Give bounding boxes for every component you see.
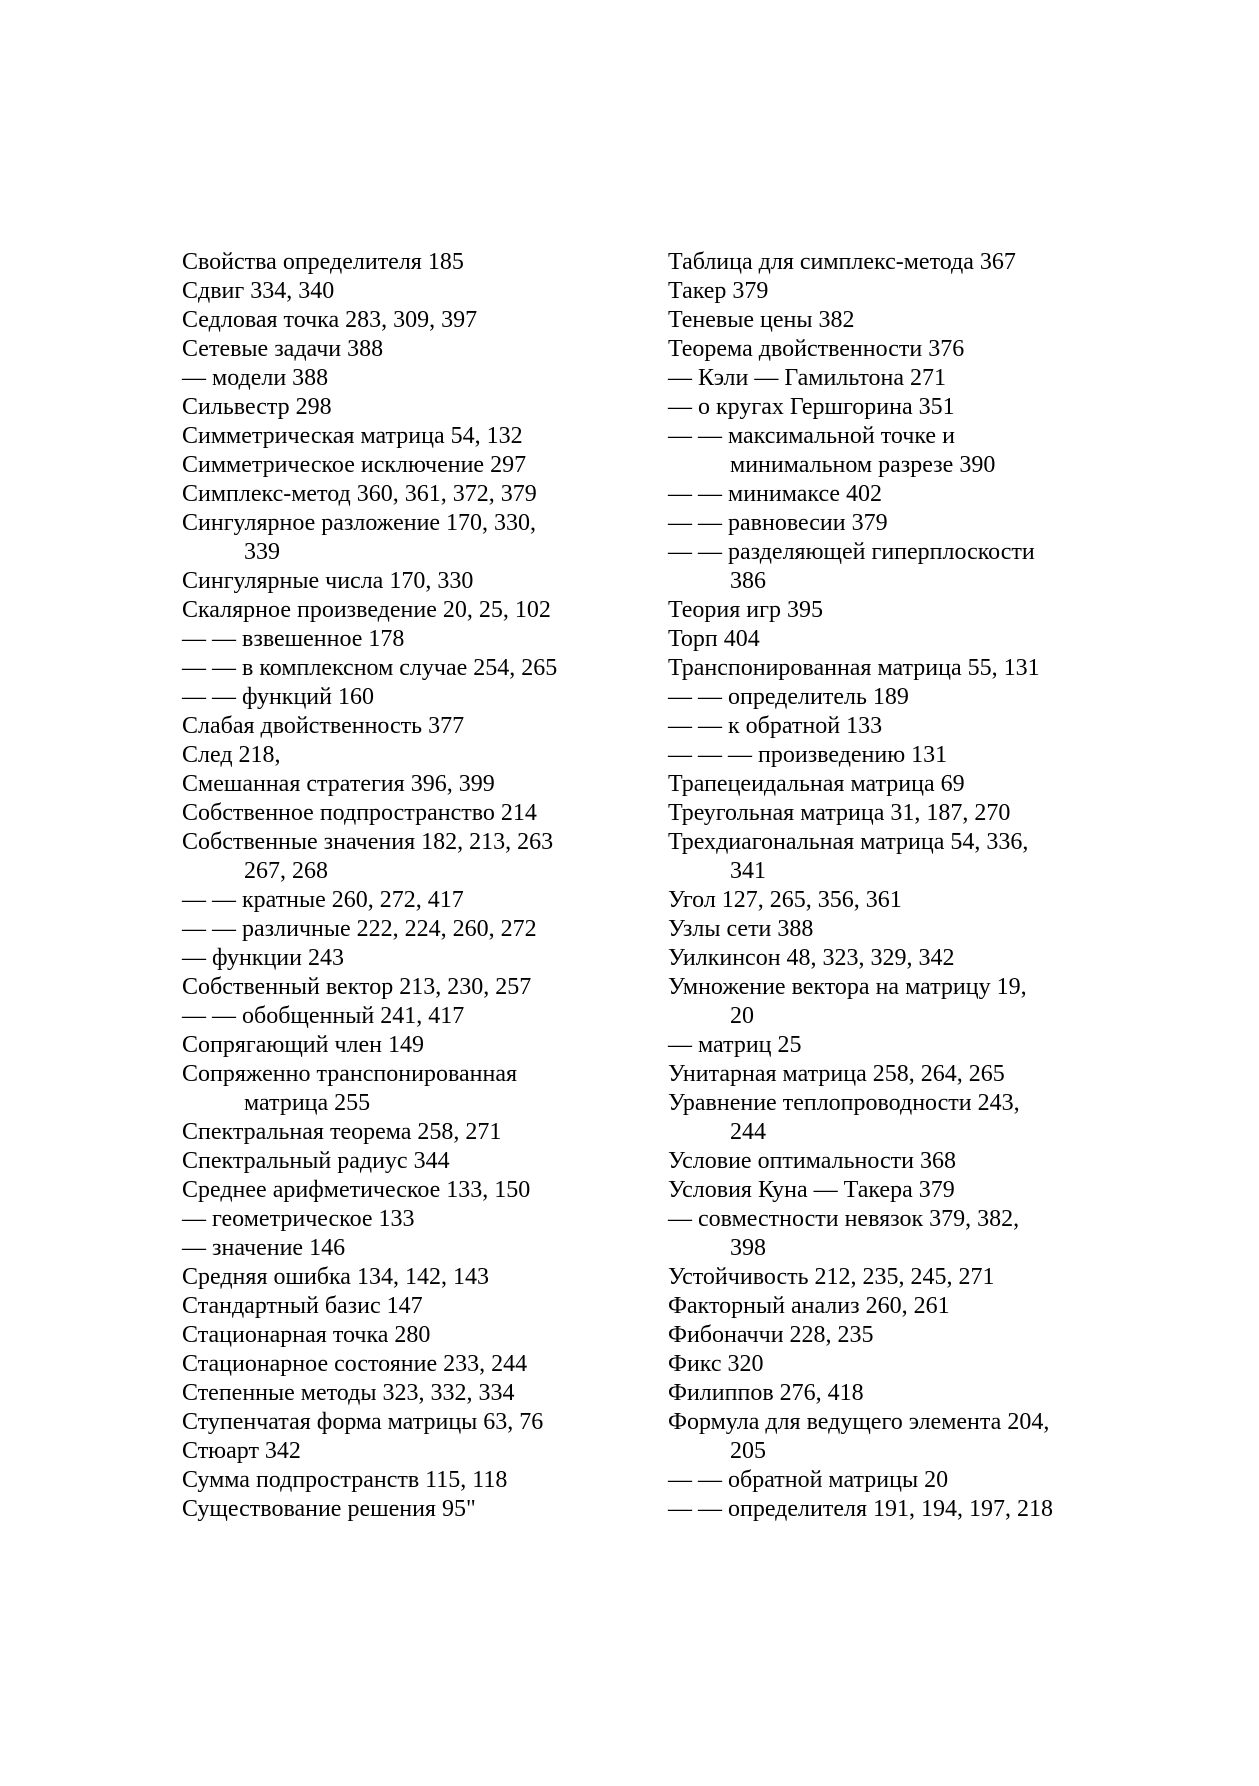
index-entry-text: Седловая точка 283, 309, 397 bbox=[182, 307, 478, 333]
index-entry-continuation: 386 bbox=[730, 568, 766, 594]
index-entry bbox=[182, 944, 622, 973]
index-entry-text: Симметрическая матрица 54, 132 bbox=[182, 423, 523, 449]
index-entry bbox=[668, 248, 1138, 277]
index-entry-text: Смешанная стратегия 396, 399 bbox=[182, 771, 495, 797]
index-entry bbox=[668, 480, 1138, 509]
index-entry-text: Уравнение теплопроводности 243, bbox=[668, 1090, 1020, 1116]
index-entry bbox=[668, 799, 1138, 828]
index-entry bbox=[668, 422, 1138, 480]
index-entry bbox=[182, 364, 622, 393]
index-entry-text: Сильвестр 298 bbox=[182, 394, 332, 420]
index-entry-text: Филиппов 276, 418 bbox=[668, 1380, 864, 1406]
index-entry-text: — — разделяющей гиперплоскости bbox=[668, 539, 1035, 565]
index-entry bbox=[182, 973, 622, 1002]
index-entry-text: — — минимаксе 402 bbox=[668, 481, 883, 507]
index-entry-text: Стюарт 342 bbox=[182, 1438, 301, 1464]
index-entry-text: Узлы сети 388 bbox=[668, 916, 814, 942]
index-entry-text: — — к обратной 133 bbox=[668, 713, 883, 739]
index-entry-text: Среднее арифметическое 133, 150 bbox=[182, 1177, 531, 1203]
index-entry-continuation: минимальном разрезе 390 bbox=[730, 452, 996, 478]
index-entry-continuation: 267, 268 bbox=[244, 858, 328, 884]
index-entry-text: Симплекс-метод 360, 361, 372, 379 bbox=[182, 481, 537, 507]
index-entry-text: Собственные значения 182, 213, 263 bbox=[182, 829, 554, 855]
index-entry-continuation: 398 bbox=[730, 1235, 766, 1261]
index-entry bbox=[182, 654, 622, 683]
index-entry bbox=[182, 625, 622, 654]
index-entry bbox=[182, 1031, 622, 1060]
index-entry bbox=[182, 1263, 622, 1292]
index-entry-text: Фибоначчи 228, 235 bbox=[668, 1322, 874, 1348]
index-entry-text: Транспонированная матрица 55, 131 bbox=[668, 655, 1040, 681]
index-entry bbox=[182, 799, 622, 828]
index-entry-text: Формула для ведущего элемента 204, bbox=[668, 1409, 1050, 1435]
index-entry-continuation: 339 bbox=[244, 539, 280, 565]
index-entry bbox=[182, 712, 622, 741]
index-entry bbox=[668, 509, 1138, 538]
index-entry-continuation: 341 bbox=[730, 858, 766, 884]
index-entry-text: — — определителя 191, 194, 197, 218 bbox=[668, 1496, 1054, 1522]
index-entry bbox=[668, 915, 1138, 944]
index-entry bbox=[668, 712, 1138, 741]
index-entry bbox=[182, 886, 622, 915]
index-entry bbox=[668, 1321, 1138, 1350]
index-entry bbox=[668, 393, 1138, 422]
index-entry-text: Фикс 320 bbox=[668, 1351, 764, 1377]
index-entry bbox=[668, 1263, 1138, 1292]
index-entry bbox=[668, 277, 1138, 306]
index-entry-text: Унитарная матрица 258, 264, 265 bbox=[668, 1061, 1005, 1087]
index-entry-text: Сопряженно транспонированная bbox=[182, 1061, 518, 1087]
index-entry-text: — матриц 25 bbox=[668, 1032, 802, 1058]
index-entry bbox=[668, 364, 1138, 393]
index-entry bbox=[668, 828, 1138, 886]
index-entry-text: Умножение вектора на матрицу 19, bbox=[668, 974, 1027, 1000]
index-entry-continuation: 205 bbox=[730, 1438, 766, 1464]
index-entry bbox=[668, 1379, 1138, 1408]
index-entry bbox=[668, 1176, 1138, 1205]
index-entry-text: Треугольная матрица 31, 187, 270 bbox=[668, 800, 1011, 826]
index-entry-text: Скалярное произведение 20, 25, 102 bbox=[182, 597, 551, 623]
index-entry-text: Стационарное состояние 233, 244 bbox=[182, 1351, 528, 1377]
index-entry-text: — — взвешенное 178 bbox=[182, 626, 405, 652]
index-entry-text: — о кругах Гершгорина 351 bbox=[668, 394, 955, 420]
index-entry-text: — — — произведению 131 bbox=[668, 742, 948, 768]
index-entry bbox=[668, 1031, 1138, 1060]
index-entry bbox=[182, 828, 622, 886]
index-entry bbox=[668, 654, 1138, 683]
index-entry bbox=[668, 770, 1138, 799]
index-entry bbox=[668, 1060, 1138, 1089]
index-entry bbox=[182, 335, 622, 364]
index-entry-text: Сетевые задачи 388 bbox=[182, 336, 384, 362]
index-entry-text: Стандартный базис 147 bbox=[182, 1293, 423, 1319]
index-entry bbox=[182, 1466, 622, 1495]
index-entry bbox=[182, 1408, 622, 1437]
index-entry-text: Слабая двойственность 377 bbox=[182, 713, 465, 739]
index-entry bbox=[668, 1350, 1138, 1379]
index-entry bbox=[182, 1176, 622, 1205]
index-entry bbox=[668, 973, 1138, 1031]
index-entry bbox=[668, 944, 1138, 973]
index-entry-text: Устойчивость 212, 235, 245, 271 bbox=[668, 1264, 995, 1290]
index-entry-text: Ступенчатая форма матрицы 63, 76 bbox=[182, 1409, 544, 1435]
index-entry-continuation: 20 bbox=[730, 1003, 754, 1029]
index-entry-text: Собственное подпространство 214 bbox=[182, 800, 537, 826]
index-entry-text: — — кратные 260, 272, 417 bbox=[182, 887, 464, 913]
index-entry-text: — Кэли — Гамильтона 271 bbox=[668, 365, 947, 391]
index-entry-text: Факторный анализ 260, 261 bbox=[668, 1293, 950, 1319]
index-entry-text: Теорема двойственности 376 bbox=[668, 336, 965, 362]
index-entry-text: Сингулярное разложение 170, 330, bbox=[182, 510, 537, 536]
index-entry bbox=[182, 596, 622, 625]
index-entry-text: Таблица для симплекс-метода 367 bbox=[668, 249, 1016, 275]
index-entry bbox=[668, 1495, 1138, 1524]
index-entry-text: Степенные методы 323, 332, 334 bbox=[182, 1380, 515, 1406]
index-entry bbox=[668, 1408, 1138, 1466]
index-entry-text: — — обобщенный 241, 417 bbox=[182, 1003, 465, 1029]
index-entry-text: — — в комплексном случае 254, 265 bbox=[182, 655, 558, 681]
index-column-left bbox=[182, 248, 622, 1524]
index-entry bbox=[668, 741, 1138, 770]
index-entry-text: Существование решения 95" bbox=[182, 1496, 476, 1522]
index-entry bbox=[668, 596, 1138, 625]
index-entry bbox=[668, 538, 1138, 596]
index-entry bbox=[668, 625, 1138, 654]
index-entry-text: Сингулярные числа 170, 330 bbox=[182, 568, 474, 594]
index-entry-text: Средняя ошибка 134, 142, 143 bbox=[182, 1264, 489, 1290]
index-entry-text: — — различные 222, 224, 260, 272 bbox=[182, 916, 537, 942]
index-entry bbox=[182, 1147, 622, 1176]
index-entry-text: — — равновесии 379 bbox=[668, 510, 888, 536]
index-column-right bbox=[668, 248, 1138, 1524]
index-entry-text: Теневые цены 382 bbox=[668, 307, 855, 333]
index-entry bbox=[182, 393, 622, 422]
index-entry bbox=[182, 306, 622, 335]
index-entry-continuation: матрица 255 bbox=[244, 1090, 371, 1116]
index-entry bbox=[182, 1002, 622, 1031]
index-entry-text: — значение 146 bbox=[182, 1235, 346, 1261]
index-entry-text: Условие оптимальности 368 bbox=[668, 1148, 956, 1174]
index-entry-text: Собственный вектор 213, 230, 257 bbox=[182, 974, 532, 1000]
index-entry bbox=[182, 451, 622, 480]
index-entry-text: Условия Куна — Такера 379 bbox=[668, 1177, 955, 1203]
index-entry-text: — геометрическое 133 bbox=[182, 1206, 415, 1232]
index-entry bbox=[668, 886, 1138, 915]
index-entry bbox=[668, 1292, 1138, 1321]
index-entry-continuation: 244 bbox=[730, 1119, 766, 1145]
index-entry bbox=[182, 1379, 622, 1408]
index-entry bbox=[182, 1321, 622, 1350]
index-entry-text: — — максимальной точке и bbox=[668, 423, 955, 449]
index-entry-text: Такер 379 bbox=[668, 278, 769, 304]
index-entry bbox=[668, 683, 1138, 712]
index-entry bbox=[668, 306, 1138, 335]
index-entry-text: Сумма подпространств 115, 118 bbox=[182, 1467, 508, 1493]
index-entry bbox=[182, 1292, 622, 1321]
index-entry-text: Трехдиагональная матрица 54, 336, bbox=[668, 829, 1029, 855]
index-entry-text: Свойства определителя 185 bbox=[182, 249, 464, 275]
index-entry-text: — — определитель 189 bbox=[668, 684, 909, 710]
index-entry bbox=[182, 1060, 622, 1118]
index-entry-text: — совместности невязок 379, 382, bbox=[668, 1206, 1020, 1232]
index-entry bbox=[182, 567, 622, 596]
index-entry-text: Симметрическое исключение 297 bbox=[182, 452, 527, 478]
index-entry bbox=[182, 1350, 622, 1379]
index-entry-text: Сдвиг 334, 340 bbox=[182, 278, 335, 304]
index-entry-text: Торп 404 bbox=[668, 626, 760, 652]
index-entry bbox=[182, 277, 622, 306]
index-entry bbox=[182, 770, 622, 799]
index-entry-text: — — функций 160 bbox=[182, 684, 374, 710]
index-entry bbox=[182, 1437, 622, 1466]
index-entry-text: След 218, bbox=[182, 742, 281, 768]
index-entry bbox=[668, 1147, 1138, 1176]
index-entry bbox=[668, 335, 1138, 364]
index-entry-text: Угол 127, 265, 356, 361 bbox=[668, 887, 902, 913]
index-entry bbox=[668, 1466, 1138, 1495]
index-entry-text: Теория игр 395 bbox=[668, 597, 823, 623]
index-entry bbox=[182, 915, 622, 944]
index-entry bbox=[182, 1234, 622, 1263]
index-entry bbox=[182, 1495, 622, 1524]
index-entry bbox=[182, 1205, 622, 1234]
index-entry-text: Трапецеидальная матрица 69 bbox=[668, 771, 965, 797]
index-entry bbox=[182, 741, 622, 770]
index-entry bbox=[182, 248, 622, 277]
index-entry bbox=[668, 1205, 1138, 1263]
index-entry-text: Спектральная теорема 258, 271 bbox=[182, 1119, 502, 1145]
index-entry-text: Уилкинсон 48, 323, 329, 342 bbox=[668, 945, 955, 971]
index-entry bbox=[182, 683, 622, 712]
index-entry-text: Сопрягающий член 149 bbox=[182, 1032, 425, 1058]
index-entry-text: Спектральный радиус 344 bbox=[182, 1148, 450, 1174]
index-entry-text: — функции 243 bbox=[182, 945, 344, 971]
index-entry-text: Стационарная точка 280 bbox=[182, 1322, 431, 1348]
index-entry-text: — — обратной матрицы 20 bbox=[668, 1467, 949, 1493]
index-entry bbox=[182, 1118, 622, 1147]
index-entry-text: — модели 388 bbox=[182, 365, 329, 391]
index-entry bbox=[182, 509, 622, 567]
index-entry bbox=[182, 422, 622, 451]
index-entry bbox=[182, 480, 622, 509]
index-entry bbox=[668, 1089, 1138, 1147]
